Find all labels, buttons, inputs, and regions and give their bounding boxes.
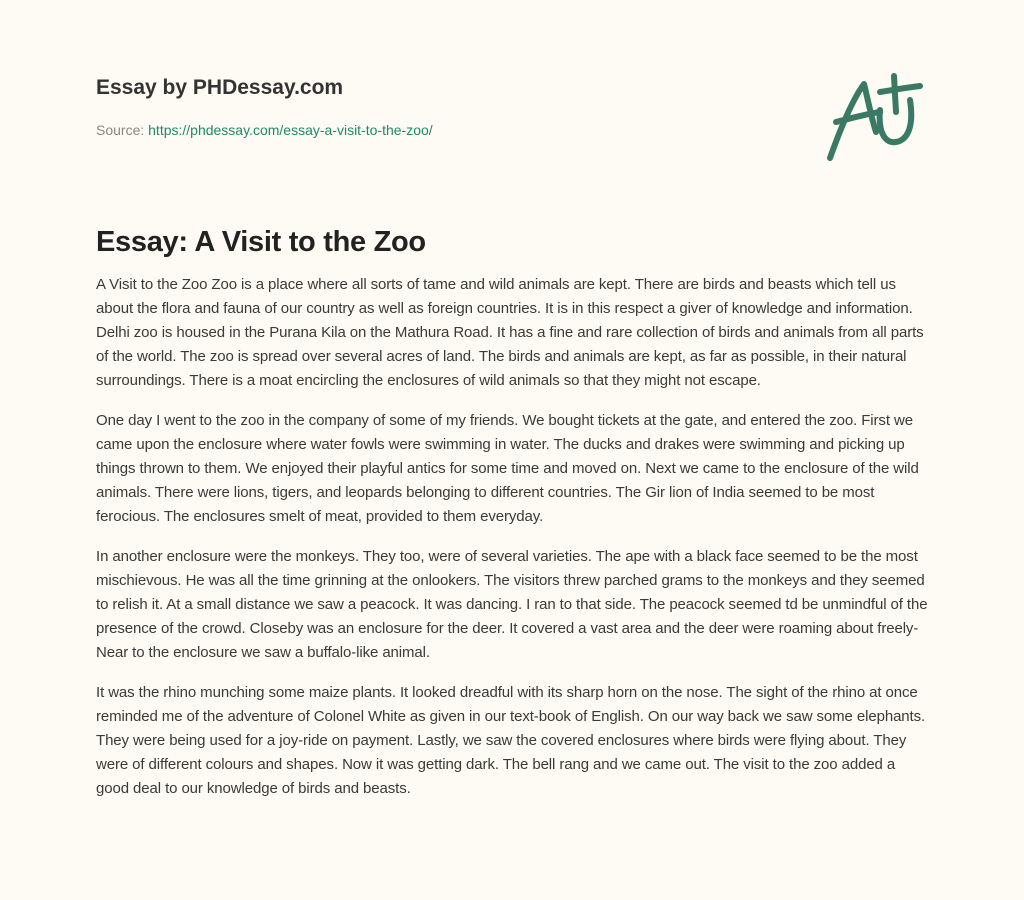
essay-paragraph: In another enclosure were the monkeys. They too, were of several varieties. The ape with a black face seemed to be the most mischievous. He was all the time grinning at the onlookers. The visitors threw parched grams to the monkeys and they seemed to relish it. At a small distance we saw a peacock. It was dancing. I ran to that side. The peacock seemed td be unmindful of the presence of the crowd. Closeby was an enclosure for the deer. It covered a vast area and the deer were roaming about freely- Near to the enclosure we saw a buffalo-like animal. — [96, 548, 928, 661]
site-title: Essay by PHDessay.com — [96, 76, 344, 99]
source-link[interactable]: https://phdessay.com/essay-a-visit-to-the-zoo/ — [148, 122, 433, 138]
essay-paragraph: A Visit to the Zoo Zoo is a place where all sorts of tame and wild animals are kept. There are birds and beasts which tell us about the flora and fauna of our country as well as foreign countries. It is in this respect a giver of knowledge and information. Delhi zoo is housed in the Purana Kila on the Mathura Road. It has a fine and rare collection of birds and animals from all parts of the world. The zoo is spread over several acres of land. The birds and animals are kept, as far as possible, in their natural surroundings. There is a moat encircling the enclosures of wild animals so that they might not escape. — [96, 276, 924, 389]
a-plus-logo-icon — [822, 70, 932, 166]
essay-paragraph: One day I went to the zoo in the company of some of my friends. We bought tickets at the gate, and entered the zoo. First we came upon the enclosure where water fowls were swimming in water. The ducks and drakes were swimming and picking up things thrown to them. We enjoyed their playful antics for some time and moved on. Next we came to the enclosure of the wild animals. There were lions, tigers, and leopards belonging to different countries. The Gir lion of India seemed to be most ferocious. The enclosures smelt of meat, provided to them everyday. — [96, 412, 919, 525]
essay-title: Essay: A Visit to the Zoo — [96, 226, 426, 258]
source-line — [96, 122, 433, 138]
essay-paragraph: It was the rhino munching some maize plants. It looked dreadful with its sharp horn on the nose. The sight of the rhino at once reminded me of the adventure of Colonel White as given in our text-book of English. On our way back we saw some elephants. They were being used for a joy-ride on payment. Lastly, we saw the covered enclosures where birds were flying about. They were of different colours and shapes. Now it was getting dark. The bell rang and we came out. The visit to the zoo added a good deal to our knowledge of birds and beasts. — [96, 684, 926, 797]
header — [96, 76, 433, 138]
source-label: Source: — [96, 122, 145, 138]
essay — [96, 226, 930, 817]
